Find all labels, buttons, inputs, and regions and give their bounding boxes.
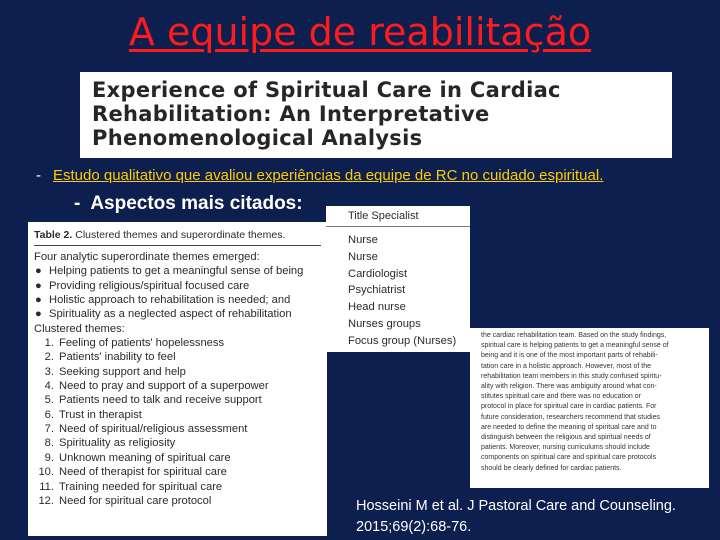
excerpt-line: are needed to define the meaning of spiritual care and to: [481, 423, 657, 431]
clustered-text: Unknown meaning of spiritual care: [59, 451, 231, 464]
specialist-item: Head nurse: [348, 301, 406, 314]
bullet-dot-icon: ●: [35, 265, 42, 278]
clustered-text: Trust in therapist: [59, 408, 142, 421]
bullet-study-description: [36, 167, 603, 184]
bullet-dot-icon: ●: [35, 294, 42, 307]
excerpt-line: protocol in place for spiritual care in cardiac patients. For: [481, 403, 657, 411]
article-excerpt-image: [470, 328, 709, 488]
article-title-line: Experience of Spiritual Care in Cardiac: [92, 78, 561, 102]
table-caption: [34, 228, 321, 242]
clustered-number: 7.: [44, 423, 54, 436]
clustered-item: [34, 436, 321, 450]
clustered-number: 3.: [44, 365, 54, 378]
clustered-text: Need to pray and support of a superpower: [59, 380, 269, 393]
specialist-item: Nurses groups: [348, 317, 421, 330]
bullet-dot-icon: ●: [35, 279, 42, 292]
excerpt-line: patients. Moreover, nursing curriculums should include: [481, 444, 650, 452]
clustered-item: [34, 350, 321, 364]
bullet-dot-icon: ●: [35, 308, 42, 321]
clustered-text: Seeking support and help: [59, 365, 186, 378]
excerpt-line: stitutes spiritual care and there was no education or: [481, 393, 641, 401]
superordinate-text: Providing religious/spiritual focused care: [49, 279, 250, 292]
article-title-image: [80, 72, 672, 158]
table-caption-text: Clustered themes and superordinate themes.: [75, 229, 286, 241]
clustered-item: [34, 494, 321, 508]
clustered-item: [34, 365, 321, 379]
clustered-item: [34, 336, 321, 350]
clustered-number: 1.: [44, 337, 54, 350]
citation-line: Hosseini M et al. J Pastoral Care and Counseling.: [356, 498, 676, 514]
clustered-heading: Clustered themes:: [34, 322, 125, 335]
specialist-header: Title Specialist: [326, 206, 470, 227]
clustered-text: Training needed for spiritual care: [59, 480, 223, 493]
specialist-item: Psychiatrist: [348, 284, 406, 297]
citation: [356, 496, 676, 538]
superordinate-text: Helping patients to get a meaningful sense of being: [49, 265, 304, 278]
clustered-number: 11.: [39, 480, 54, 493]
table-caption-label: Table 2.: [34, 229, 73, 241]
specialist-table-image: [326, 206, 470, 352]
superordinate-item: [34, 279, 321, 293]
clustered-item: [34, 451, 321, 465]
superordinate-item: [34, 307, 321, 321]
excerpt-line: should be clearly defined for cardiac patients.: [481, 464, 622, 472]
clustered-text: Spirituality as religiosity: [59, 437, 176, 450]
clustered-text: Need for spiritual care protocol: [59, 494, 212, 507]
excerpt-line: ality with religion. There was ambiguity around what con-: [481, 383, 657, 391]
specialist-item: Nurse: [348, 234, 378, 246]
specialist-item: Nurse: [348, 250, 378, 263]
excerpt-line: being and it is one of the most important parts of rehabili-: [481, 352, 658, 360]
clustered-number: 5.: [44, 394, 54, 407]
clustered-text: Patients' inability to feel: [59, 351, 176, 364]
superordinate-item: [34, 264, 321, 278]
article-title: [92, 78, 667, 150]
clustered-list: [34, 336, 321, 508]
clustered-item: [34, 379, 321, 393]
specialist-list: [326, 232, 470, 350]
clustered-item: [34, 408, 321, 422]
superordinate-list: [34, 264, 321, 321]
superordinate-heading: Four analytic superordinate themes emerged:: [34, 251, 260, 263]
clustered-number: 6.: [44, 408, 54, 421]
excerpt-line: future consideration, researchers recommend that studies: [481, 413, 660, 421]
themes-table-image: [28, 222, 327, 536]
clustered-number: 8.: [44, 437, 54, 450]
clustered-text: Feeling of patients' hopelessness: [59, 337, 225, 350]
excerpt-text: [481, 331, 703, 474]
clustered-number: 9.: [44, 451, 54, 464]
bullet-marker: -: [74, 193, 81, 214]
clustered-item: [34, 422, 321, 436]
bullet-marker: -: [36, 167, 41, 184]
clustered-number: 10.: [38, 466, 54, 479]
superordinate-item: [34, 293, 321, 307]
clustered-text: Patients need to talk and receive support: [59, 394, 262, 407]
excerpt-line: the cardiac rehabilitation team. Based on the study findings,: [481, 332, 667, 339]
specialist-item: Cardiologist: [348, 267, 408, 280]
clustered-item: [34, 480, 321, 494]
specialist-item: Focus group (Nurses): [348, 334, 457, 347]
excerpt-line: tation care in a holistic approach. However, most of the: [481, 362, 652, 370]
article-title-line: Rehabilitation: An Interpretative: [92, 102, 490, 126]
bullet-text: Estudo qualitativo que avaliou experiências da equipe de RC no cuidado espiritual.: [53, 167, 604, 184]
bullet-text: Aspectos mais citados:: [90, 193, 303, 214]
clustered-text: Need of spiritual/religious assessment: [59, 423, 248, 436]
excerpt-line: distinguish between the religious and spiritual needs of: [481, 434, 651, 442]
clustered-item: [34, 393, 321, 407]
clustered-item: [34, 465, 321, 479]
clustered-number: 4.: [44, 380, 54, 393]
clustered-text: Need of therapist for spiritual care: [59, 466, 227, 479]
excerpt-line: components on spiritual care and spiritual care protocols: [481, 454, 657, 462]
excerpt-line: rehabilitation team members in this study confused spiritu-: [481, 372, 662, 380]
bullet-aspects-heading: [74, 193, 303, 215]
excerpt-line: spiritual care is helping patients to get a meaningful sense of: [481, 342, 669, 350]
table-divider: [34, 245, 321, 246]
citation-line: 2015;69(2):68-76.: [356, 519, 472, 535]
slide-title: A equipe de reabilitação: [128, 10, 592, 54]
article-title-line: Phenomenological Analysis: [92, 126, 423, 150]
superordinate-text: Spirituality as a neglected aspect of rehabilitation: [49, 308, 292, 321]
clustered-number: 12.: [38, 494, 54, 507]
clustered-number: 2.: [44, 351, 54, 364]
superordinate-text: Holistic approach to rehabilitation is needed; and: [49, 294, 291, 307]
